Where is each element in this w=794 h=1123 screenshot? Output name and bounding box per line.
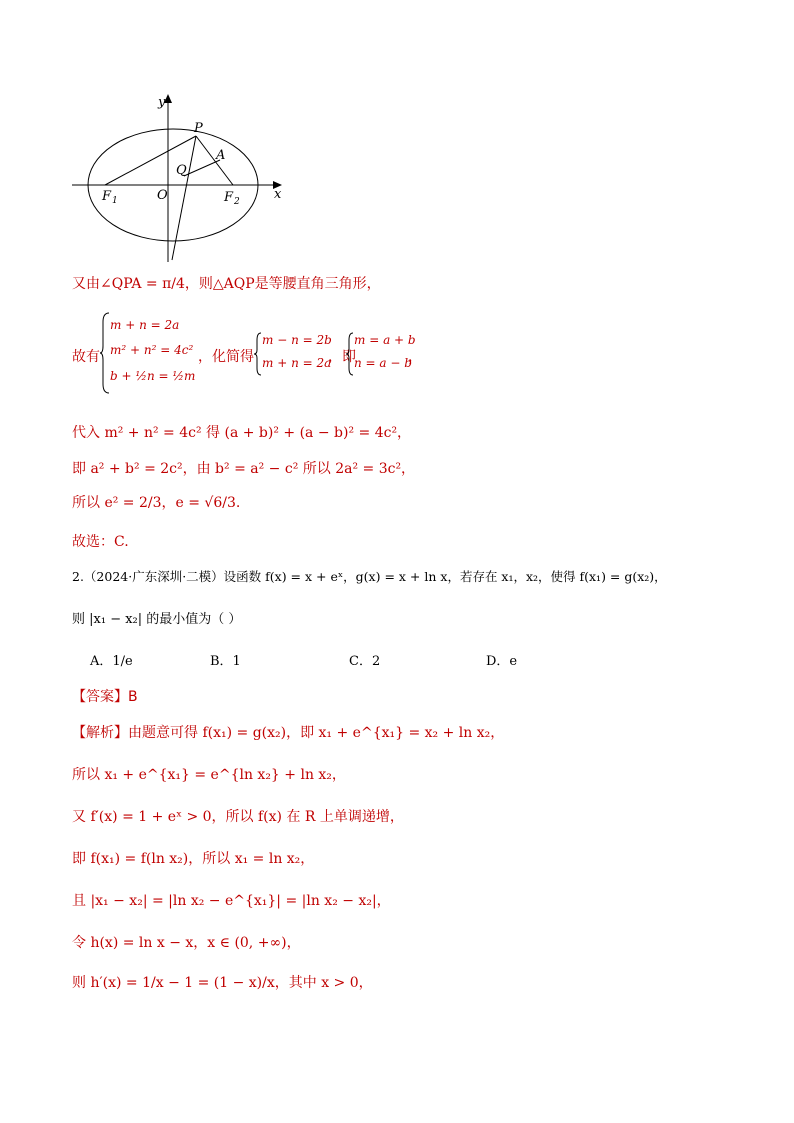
analysis-line6: 令 h(x) = ln x − x，x ∈ (0, +∞)， — [72, 935, 301, 951]
analysis-line2: 所以 x₁ + e^{x₁} = e^{ln x₂} + ln x₂， — [72, 767, 346, 783]
label-y: y — [158, 95, 166, 110]
segment-p-f2 — [196, 136, 233, 185]
line-eccentricity: 所以 e² = 2/3，e = √6/3. — [72, 495, 241, 511]
line-a2-b2: 即 a² + b² = 2c²，由 b² = a² − c² 所以 2a² = 3c²， — [72, 461, 416, 477]
line-angle-qpa: 又由∠QPA = π/4，则△AQP是等腰直角三角形， — [72, 276, 381, 292]
brace-3 — [346, 332, 354, 376]
analysis-line4: 即 f(x₁) = f(ln x₂)，所以 x₁ = ln x₂， — [72, 851, 315, 867]
label-q: Q — [176, 163, 187, 178]
sys2-eq1: m − n = 2b — [262, 333, 332, 347]
line-substitute: 代入 m² + n² = 4c² 得 (a + b)² + (a − b)² = 4c²， — [72, 425, 412, 441]
sys3-eq2: n = a − b — [354, 356, 412, 370]
brace-1 — [100, 312, 110, 394]
sys1-eq2: m² + n² = 4c² — [110, 343, 194, 357]
sys1-eq1: m + n = 2a — [110, 318, 180, 332]
label-o: O — [157, 188, 168, 203]
q2-stem-line1: 2.（2024·广东深圳·二模）设函数 f(x) = x + eˣ，g(x) = x + ln x，若存在 x₁，x₂，使得 f(x₁) = g(x₂)， — [72, 569, 667, 584]
q2-stem-line2: 则 |x₁ − x₂| 的最小值为（ ） — [72, 612, 242, 627]
label-a: A — [216, 148, 226, 163]
systems-prefix: 故有 — [72, 349, 100, 365]
ellipse-figure — [60, 90, 300, 270]
label-p: P — [194, 121, 203, 136]
label-f1-sub: 1 — [112, 196, 118, 206]
sys3-eq1: m = a + b — [354, 333, 416, 347]
label-f2: F — [224, 190, 234, 205]
systems-mid2: ，即 — [328, 349, 356, 365]
line-choice-c: 故选：C. — [72, 534, 129, 550]
analysis-line3: 又 f′(x) = 1 + eˣ > 0，所以 f(x) 在 R 上单调递增， — [72, 809, 404, 825]
systems-mid: ，化简得 — [198, 349, 254, 365]
line-systems — [72, 312, 432, 396]
brace-2 — [254, 332, 262, 376]
sys1-eq3: b + ½n = ½m — [110, 369, 196, 383]
analysis-line7: 则 h′(x) = 1/x − 1 = (1 − x)/x，其中 x > 0， — [72, 975, 373, 991]
label-f1: F — [102, 189, 112, 204]
label-f2-sub: 2 — [234, 197, 240, 207]
option-c: C．2 — [349, 654, 381, 669]
sys2-eq2: m + n = 2a — [262, 356, 332, 370]
analysis-text1: 由题意可得 f(x₁) = g(x₂)，即 x₁ + e^{x₁} = x₂ + ln x₂， — [128, 725, 505, 741]
analysis-line5: 且 |x₁ − x₂| = |ln x₂ − e^{x₁}| = |ln x₂ − x₂|， — [72, 893, 391, 909]
option-d: D．e — [486, 654, 518, 669]
systems-end: ， — [408, 349, 422, 365]
answer-line: 【答案】B — [72, 689, 138, 705]
option-b: B．1 — [210, 654, 241, 669]
line-pq — [172, 136, 196, 260]
analysis-tag: 【解析】 — [72, 725, 128, 741]
label-x: x — [274, 187, 282, 202]
analysis-line1 — [72, 722, 504, 742]
option-a: A．1/e — [90, 654, 133, 669]
